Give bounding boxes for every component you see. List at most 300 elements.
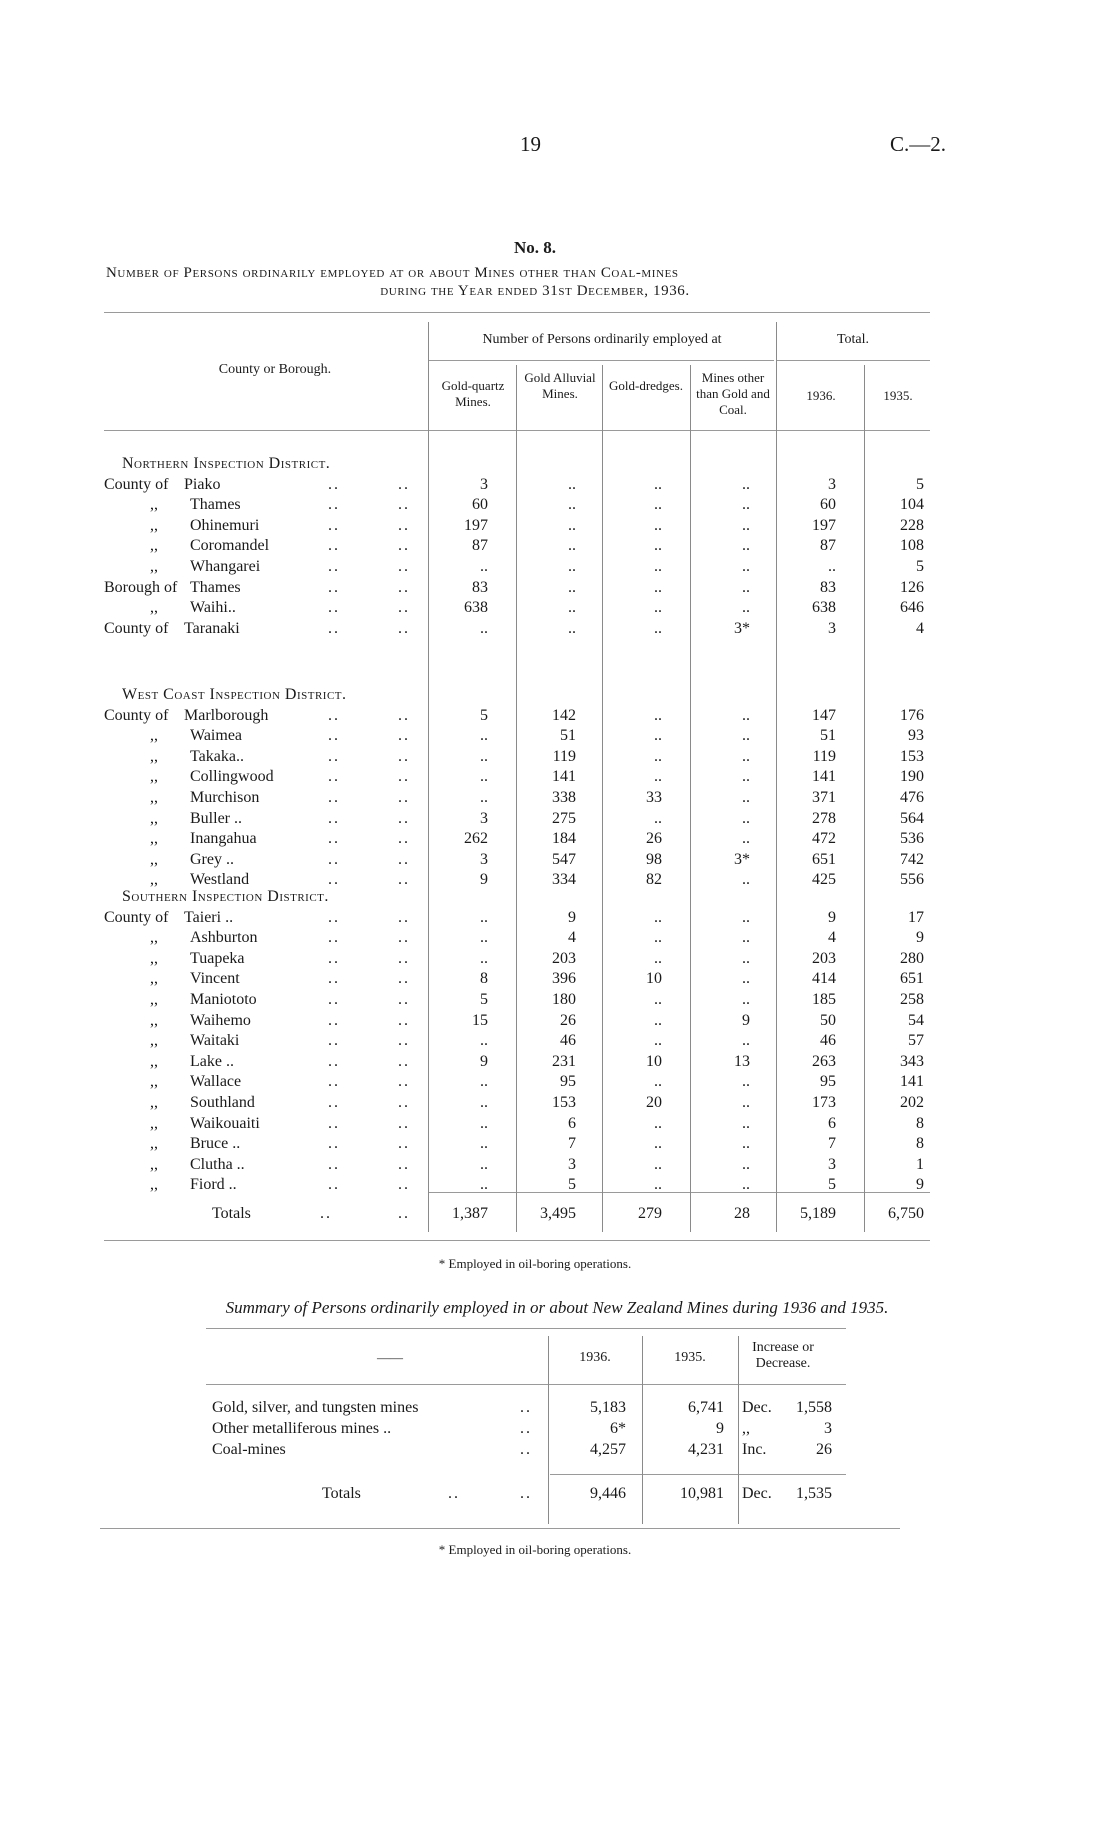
cell-gold-alluvial: 275: [552, 809, 576, 827]
cell-total-1935: 5: [916, 558, 924, 575]
cell-total-1935: 556: [900, 871, 924, 889]
cell-gold-quartz: ..: [480, 768, 488, 786]
leader-dots: ..: [398, 1205, 410, 1222]
cell-other-mines: ..: [742, 516, 750, 534]
leader-dots: ..: [328, 908, 340, 926]
cell-other-mines: ..: [742, 830, 750, 848]
cell-gold-quartz: ..: [480, 789, 488, 806]
cell-other-mines: ..: [742, 929, 750, 947]
table-row: [0, 908, 1114, 928]
leader-dots: ..: [448, 1485, 460, 1502]
row-name: Thames: [190, 496, 241, 514]
table-row: [0, 767, 1114, 787]
cell-gold-dredges: ..: [654, 516, 662, 534]
row-prefix: ,,: [150, 871, 158, 889]
cell-other-mines: ..: [742, 1176, 750, 1194]
table-bottom-rule: [104, 1240, 930, 1241]
cell-gold-alluvial: 142: [552, 706, 576, 724]
row-prefix: ,,: [150, 1135, 158, 1153]
totals-label: Totals: [212, 1205, 251, 1222]
cell-total-1935: 9: [916, 1176, 924, 1194]
cell-total-1936: 3: [828, 619, 836, 637]
cell-other-mines: ..: [742, 908, 750, 926]
footnote-oil-boring: * Employed in oil-boring operations.: [438, 1256, 632, 1271]
leader-dots: ..: [398, 949, 410, 967]
table-row: [0, 536, 1114, 556]
leader-dots: ..: [328, 558, 340, 575]
header-1936: 1936.: [806, 388, 836, 403]
cell-other-mines: ..: [742, 1094, 750, 1111]
cell-total-1936: 51: [820, 727, 836, 745]
leader-dots: ..: [398, 1114, 410, 1132]
cell-other-mines: ..: [742, 789, 750, 806]
table-title-line1: Number of Persons ordinarily employed at or about Mines other than Coal-mines: [106, 265, 679, 281]
cell-gold-dredges: ..: [654, 908, 662, 926]
cell-other-mines: ..: [742, 706, 750, 724]
table-row: [0, 1155, 1114, 1175]
cell-gold-dredges: ..: [654, 727, 662, 745]
cell-gold-quartz: 9: [480, 1052, 488, 1070]
cell-gold-quartz: ..: [480, 747, 488, 765]
cell-total-1936: 472: [812, 830, 836, 848]
summary-totals-row: [0, 1484, 1114, 1504]
row-name: Waikouaiti: [190, 1114, 260, 1132]
row-prefix: ,,: [150, 789, 158, 806]
leader-dots: ..: [328, 1073, 340, 1091]
cell-total-1935: 190: [900, 768, 924, 786]
cell-total-1935: 153: [900, 747, 924, 765]
cell-gold-quartz: 60: [472, 496, 488, 514]
cell-gold-quartz: ..: [480, 619, 488, 637]
cell-gold-dredges: ..: [654, 558, 662, 575]
cell-gold-dredges: ..: [654, 706, 662, 724]
summary-row-kind: ,,: [742, 1420, 750, 1437]
row-name: Westland: [190, 871, 250, 889]
cell-gold-dredges: ..: [654, 1176, 662, 1194]
cell-gold-dredges: ..: [654, 1155, 662, 1173]
cell-total-1936: 425: [812, 871, 836, 889]
cell-gold-quartz: 197: [464, 516, 488, 534]
cell-gold-alluvial: 547: [552, 850, 576, 868]
row-name: Piako: [184, 475, 221, 493]
totals-row: [0, 1204, 1114, 1224]
cell-total-1936: 60: [820, 496, 836, 514]
cell-total-1935: 54: [908, 1011, 924, 1029]
leader-dots: ..: [398, 727, 410, 745]
cell-gold-dredges: 20: [646, 1094, 662, 1111]
header-gold-quartz: Gold-quartz Mines.: [441, 378, 505, 409]
totals-1935: 6,750: [888, 1205, 924, 1222]
cell-gold-dredges: ..: [654, 1114, 662, 1132]
cell-gold-alluvial: 180: [552, 991, 576, 1008]
totals-other-mines: 28: [734, 1205, 750, 1222]
table-row: [0, 747, 1114, 767]
leader-dots: ..: [398, 578, 410, 596]
cell-gold-quartz: 87: [472, 537, 488, 555]
row-prefix: ,,: [150, 949, 158, 967]
table-row: [0, 1134, 1114, 1154]
summary-row: [0, 1419, 1114, 1439]
cell-gold-dredges: 98: [646, 850, 662, 868]
leader-dots: ..: [328, 1114, 340, 1132]
cell-total-1935: 646: [900, 599, 924, 617]
cell-total-1936: 5: [828, 1176, 836, 1194]
row-name: Fiord ..: [190, 1176, 237, 1194]
cell-total-1935: 176: [900, 706, 924, 724]
cell-total-1936: 46: [820, 1032, 836, 1050]
leader-dots: ..: [398, 1094, 410, 1111]
cell-other-mines: ..: [742, 949, 750, 967]
cell-gold-quartz: 9: [480, 871, 488, 889]
table-row: [0, 516, 1114, 536]
header-total: Total.: [836, 332, 870, 347]
leader-dots: ..: [398, 516, 410, 534]
cell-gold-quartz: 8: [480, 970, 488, 988]
table-row: [0, 850, 1114, 870]
cell-total-1936: 6: [828, 1114, 836, 1132]
cell-gold-alluvial: 141: [552, 768, 576, 786]
cell-gold-quartz: 5: [480, 991, 488, 1008]
leader-dots: ..: [398, 871, 410, 889]
leader-dots: ..: [398, 1011, 410, 1029]
cell-total-1936: 651: [812, 850, 836, 868]
cell-gold-quartz: 3: [480, 475, 488, 493]
leader-dots: ..: [328, 599, 340, 617]
table-row: [0, 619, 1114, 639]
row-prefix: ,,: [150, 496, 158, 514]
cell-other-mines: ..: [742, 578, 750, 596]
cell-total-1936: 7: [828, 1135, 836, 1153]
leader-dots: ..: [398, 558, 410, 575]
cell-gold-alluvial: 9: [568, 908, 576, 926]
table-row: [0, 809, 1114, 829]
cell-gold-alluvial: 4: [568, 929, 576, 947]
cell-gold-quartz: ..: [480, 1094, 488, 1111]
table-row: [0, 949, 1114, 969]
leader-dots: ..: [328, 809, 340, 827]
summary-row-1936: 5,183: [590, 1399, 626, 1416]
leader-dots: ..: [520, 1399, 532, 1416]
cell-total-1936: 203: [812, 949, 836, 967]
cell-total-1935: 536: [900, 830, 924, 848]
row-prefix: ,,: [150, 558, 158, 575]
page-reference: C.—2.: [890, 132, 947, 156]
summary-totals-1936: 9,446: [590, 1485, 626, 1502]
totals-1936: 5,189: [800, 1205, 836, 1222]
cell-total-1936: 371: [812, 789, 836, 806]
summary-row-1936: 6*: [610, 1420, 626, 1437]
leader-dots: ..: [398, 970, 410, 988]
cell-gold-quartz: 3: [480, 809, 488, 827]
table-row: [0, 557, 1114, 577]
row-name: Takaka..: [190, 747, 244, 765]
table-row: [0, 788, 1114, 808]
row-prefix: ,,: [150, 516, 158, 534]
row-prefix: ,,: [150, 599, 158, 617]
cell-total-1936: 414: [812, 970, 836, 988]
leader-dots: ..: [398, 747, 410, 765]
cell-gold-alluvial: 184: [552, 830, 576, 848]
cell-gold-dredges: ..: [654, 1073, 662, 1091]
leader-dots: ..: [398, 1155, 410, 1173]
cell-gold-alluvial: 396: [552, 970, 576, 988]
cell-total-1936: 278: [812, 809, 836, 827]
summary-header-blank: ——: [377, 1350, 403, 1365]
cell-total-1935: 108: [900, 537, 924, 555]
cell-gold-quartz: ..: [480, 727, 488, 745]
row-prefix: ,,: [150, 1155, 158, 1173]
cell-gold-alluvial: 3: [568, 1155, 576, 1173]
cell-gold-dredges: ..: [654, 929, 662, 947]
summary-row-label: Coal-mines: [212, 1441, 286, 1458]
row-prefix: ,,: [150, 1176, 158, 1194]
cell-total-1936: 263: [812, 1052, 836, 1070]
leader-dots: ..: [398, 809, 410, 827]
summary-row: [0, 1398, 1114, 1418]
leader-dots: ..: [398, 850, 410, 868]
summary-row-label: Gold, silver, and tungsten mines: [212, 1399, 419, 1416]
row-prefix: ,,: [150, 537, 158, 555]
leader-dots: ..: [328, 929, 340, 947]
cell-other-mines: ..: [742, 970, 750, 988]
summary-totals-rule: [550, 1474, 846, 1475]
header-gold-dredges: Gold-dredges.: [608, 378, 683, 393]
summary-row-label: Other metalliferous mines ..: [212, 1420, 392, 1437]
cell-total-1935: 93: [908, 727, 924, 745]
cell-other-mines: 3*: [734, 619, 750, 637]
row-prefix: County of: [104, 908, 169, 926]
table-row: [0, 475, 1114, 495]
leader-dots: ..: [398, 1135, 410, 1153]
row-prefix: ,,: [150, 1011, 158, 1029]
summary-row-1935: 6,741: [688, 1399, 724, 1416]
cell-gold-dredges: ..: [654, 809, 662, 827]
cell-total-1936: 50: [820, 1011, 836, 1029]
cell-gold-alluvial: ..: [568, 537, 576, 555]
table-row: [0, 969, 1114, 989]
cell-gold-alluvial: ..: [568, 475, 576, 493]
row-name: Marlborough: [184, 706, 269, 724]
cell-other-mines: ..: [742, 1032, 750, 1050]
table-row: [0, 1093, 1114, 1113]
row-prefix: ,,: [150, 1114, 158, 1132]
row-prefix: ,,: [150, 830, 158, 848]
cell-total-1936: 83: [820, 578, 836, 596]
row-prefix: ,,: [150, 991, 158, 1008]
leader-dots: ..: [328, 516, 340, 534]
summary-header-1935: 1935.: [674, 1350, 706, 1365]
cell-gold-quartz: ..: [480, 1073, 488, 1091]
table-row: [0, 706, 1114, 726]
cell-other-mines: ..: [742, 475, 750, 493]
row-prefix: County of: [104, 706, 169, 724]
cell-gold-alluvial: 119: [552, 747, 576, 765]
cell-total-1936: 141: [812, 768, 836, 786]
leader-dots: ..: [328, 850, 340, 868]
cell-total-1935: 258: [900, 991, 924, 1008]
summary-totals-label: Totals: [322, 1485, 361, 1502]
cell-other-mines: ..: [742, 809, 750, 827]
leader-dots: ..: [398, 1176, 410, 1194]
cell-gold-quartz: 638: [464, 599, 488, 617]
total-header-rule: [776, 360, 930, 361]
table-number: No. 8.: [513, 238, 557, 257]
cell-gold-alluvial: 5: [568, 1176, 576, 1194]
cell-total-1935: 280: [900, 949, 924, 967]
leader-dots: ..: [398, 1073, 410, 1091]
leader-dots: ..: [328, 970, 340, 988]
cell-other-mines: 3*: [734, 850, 750, 868]
cell-other-mines: 9: [742, 1011, 750, 1029]
cell-gold-dredges: 10: [646, 970, 662, 988]
summary-header-rule: [206, 1384, 846, 1385]
row-name: Bruce ..: [190, 1135, 241, 1153]
leader-dots: ..: [328, 496, 340, 514]
row-name: Murchison: [190, 789, 260, 806]
section-heading: [0, 887, 1114, 907]
cell-gold-quartz: 83: [472, 578, 488, 596]
cell-other-mines: ..: [742, 871, 750, 889]
cell-total-1936: ..: [828, 558, 836, 575]
summary-bottom-rule: [100, 1528, 900, 1529]
row-name: Clutha ..: [190, 1155, 245, 1173]
cell-gold-dredges: ..: [654, 768, 662, 786]
leader-dots: ..: [328, 768, 340, 786]
leader-dots: ..: [328, 1011, 340, 1029]
cell-total-1935: 564: [900, 809, 924, 827]
leader-dots: ..: [328, 727, 340, 745]
cell-total-1935: 141: [900, 1073, 924, 1091]
row-name: Coromandel: [190, 537, 270, 555]
summary-totals-amount: 1,535: [796, 1485, 832, 1502]
table-row: [0, 1114, 1114, 1134]
leader-dots: ..: [398, 475, 410, 493]
section-title: Northern Inspection District.: [122, 455, 331, 472]
row-name: Grey ..: [190, 850, 234, 868]
leader-dots: ..: [328, 537, 340, 555]
cell-total-1935: 104: [900, 496, 924, 514]
table-row: [0, 1031, 1114, 1051]
table-row: [0, 495, 1114, 515]
cell-total-1935: 742: [900, 850, 924, 868]
header-1935: 1935.: [883, 388, 913, 403]
leader-dots: ..: [398, 1032, 410, 1050]
cell-gold-alluvial: ..: [568, 619, 576, 637]
cell-gold-alluvial: ..: [568, 516, 576, 534]
table-row: [0, 1072, 1114, 1092]
leader-dots: ..: [398, 789, 410, 806]
header-group: Number of Persons ordinarily employed at: [482, 332, 722, 347]
cell-gold-alluvial: 46: [560, 1032, 576, 1050]
row-name: Ashburton: [190, 929, 258, 947]
cell-total-1935: 17: [908, 908, 924, 926]
group-header-rule: [428, 360, 774, 361]
cell-gold-quartz: ..: [480, 949, 488, 967]
page-number: 19: [520, 132, 541, 156]
cell-gold-dredges: ..: [654, 1032, 662, 1050]
leader-dots: ..: [328, 747, 340, 765]
summary-row-kind: Dec.: [742, 1399, 772, 1416]
row-name: Taranaki: [184, 619, 240, 637]
cell-gold-quartz: 5: [480, 706, 488, 724]
cell-gold-quartz: ..: [480, 558, 488, 575]
table-top-rule: [104, 312, 930, 313]
cell-gold-alluvial: 95: [560, 1073, 576, 1091]
cell-other-mines: ..: [742, 558, 750, 575]
row-prefix: ,,: [150, 1032, 158, 1050]
row-prefix: ,,: [150, 1094, 158, 1111]
leader-dots: ..: [398, 768, 410, 786]
cell-gold-quartz: ..: [480, 1032, 488, 1050]
row-prefix: ,,: [150, 809, 158, 827]
cell-total-1936: 197: [812, 516, 836, 534]
cell-gold-dredges: 33: [646, 789, 662, 806]
cell-total-1935: 9: [916, 929, 924, 947]
cell-other-mines: ..: [742, 599, 750, 617]
totals-gold-alluvial: 3,495: [540, 1205, 576, 1222]
cell-gold-dredges: ..: [654, 537, 662, 555]
row-name: Maniototo: [190, 991, 257, 1008]
cell-total-1935: 4: [916, 619, 924, 637]
table-row: [0, 1011, 1114, 1031]
cell-total-1936: 4: [828, 929, 836, 947]
leader-dots: ..: [328, 1135, 340, 1153]
summary-row-kind: Inc.: [742, 1441, 767, 1458]
summary-row: [0, 1440, 1114, 1460]
cell-other-mines: ..: [742, 747, 750, 765]
leader-dots: ..: [328, 1052, 340, 1070]
row-name: Southland: [190, 1094, 255, 1111]
leader-dots: ..: [398, 929, 410, 947]
summary-footnote: * Employed in oil-boring operations.: [438, 1542, 632, 1557]
summary-row-amount: 1,558: [796, 1399, 832, 1416]
cell-total-1936: 3: [828, 475, 836, 493]
cell-total-1936: 87: [820, 537, 836, 555]
summary-top-rule: [206, 1328, 846, 1329]
leader-dots: ..: [520, 1441, 532, 1458]
section-title: Southern Inspection District.: [122, 888, 329, 905]
summary-row-1935: 9: [716, 1420, 724, 1437]
row-prefix: County of: [104, 619, 169, 637]
summary-title: Summary of Persons ordinarily employed in or about New Zealand Mines during 1936 and 1935.: [225, 1298, 889, 1317]
leader-dots: ..: [398, 619, 410, 637]
leader-dots: ..: [398, 908, 410, 926]
cell-gold-alluvial: 7: [568, 1135, 576, 1153]
row-name: Thames: [190, 578, 241, 596]
cell-total-1936: 147: [812, 706, 836, 724]
table-row: [0, 726, 1114, 746]
row-name: Waitaki: [190, 1032, 240, 1050]
table-row: [0, 928, 1114, 948]
row-name: Lake ..: [190, 1052, 234, 1070]
cell-gold-alluvial: 26: [560, 1011, 576, 1029]
row-name: Ohinemuri: [190, 516, 260, 534]
cell-other-mines: ..: [742, 496, 750, 514]
cell-gold-quartz: ..: [480, 1155, 488, 1173]
summary-row-amount: 3: [824, 1420, 832, 1437]
leader-dots: ..: [328, 1032, 340, 1050]
leader-dots: ..: [328, 789, 340, 806]
cell-gold-dredges: ..: [654, 991, 662, 1008]
cell-total-1935: 57: [908, 1032, 924, 1050]
cell-gold-dredges: ..: [654, 1135, 662, 1153]
leader-dots: ..: [328, 619, 340, 637]
cell-gold-alluvial: 153: [552, 1094, 576, 1111]
row-name: Inangahua: [190, 830, 257, 848]
leader-dots: ..: [328, 475, 340, 493]
totals-gold-dredges: 279: [638, 1205, 662, 1222]
cell-gold-alluvial: 338: [552, 789, 576, 806]
